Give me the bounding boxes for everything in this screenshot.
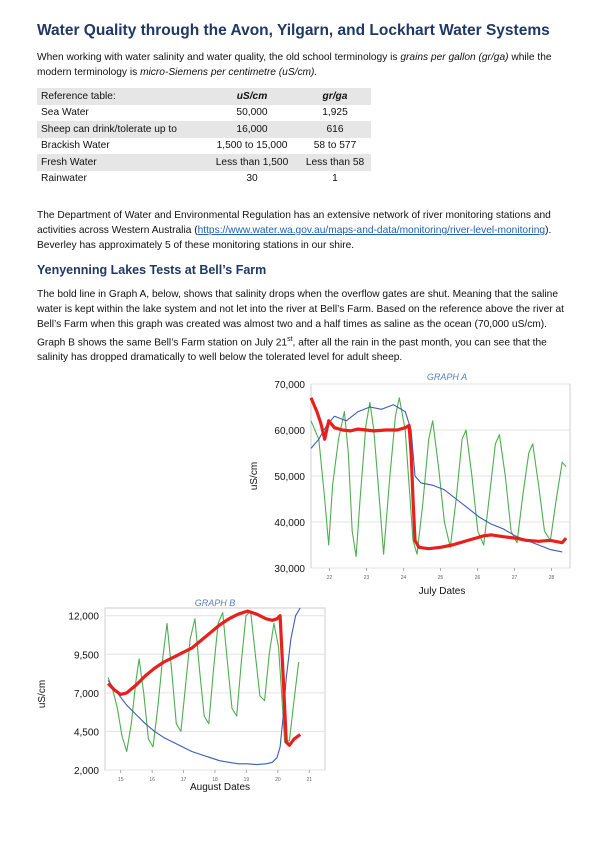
table-cell: Sea Water [41, 107, 89, 119]
document-title: Water Quality through the Avon, Yilgarn, and Lockhart Water Systems [37, 22, 550, 39]
y-tick-label: 4,500 [73, 727, 99, 739]
x-tick-label: 17 [180, 777, 187, 783]
reference-table [37, 88, 371, 187]
section-text-2: , after all the rain in the past month, you can see that the salinity has dropped dramatically to well below the tolerated level for adult sheep. [37, 337, 547, 364]
table-row [37, 105, 371, 122]
x-tick-label: 24 [400, 575, 407, 581]
graph-a-chart [215, 366, 585, 606]
x-tick-label: 23 [363, 575, 370, 581]
table-cell: 16,000 [205, 121, 299, 138]
intro-term-grains: grains per gallon (gr/ga) [400, 52, 509, 63]
table-cell: 616 [299, 121, 371, 138]
header-cell: gr/ga [299, 88, 371, 105]
y-axis-label: uS/cm [249, 461, 260, 491]
intro-term-siemens: micro-Siemens per centimetre (uS/cm). [140, 67, 318, 78]
chart-title: GRAPH B [194, 598, 236, 608]
chart-title: GRAPH A [426, 372, 468, 382]
x-tick-label: 22 [326, 575, 333, 581]
y-axis-label: uS/cm [37, 679, 48, 709]
graph-b-chart [25, 590, 345, 800]
table-row [37, 171, 371, 188]
intro-text: When working with water salinity and water quality, the old school terminology is [37, 52, 401, 63]
y-tick-label: 12,000 [68, 611, 99, 623]
y-tick-label: 70,000 [274, 380, 305, 391]
reference-table-header [37, 88, 371, 105]
table-cell: 1 [332, 173, 338, 185]
monitoring-text-2: ). Beverley has approximately 5 of these monitoring stations in our shire. [37, 225, 552, 251]
intro-paragraph [37, 50, 567, 80]
x-tick-label: 15 [117, 777, 124, 783]
section-text: The bold line in Graph A, below, shows that salinity drops when the overflow gates are shut. Meaning that the saline water is kept within the lake system and not let into the river at Bell’s Farm. Based on the reference above the river at Bell’s Farm when this graph was created was almost two and a half times as saline as the ocean (70,000 uS/cm). Graph B shows the same Bell’s Farm station on July 21 [37, 289, 564, 349]
monitoring-text: The Department of Water and Environmental Regulation has an extensive network of river monitoring stations and activities across Western Australia ( [37, 210, 551, 236]
header-cell: Reference table: [37, 88, 205, 105]
y-tick-label: 9,500 [73, 650, 99, 662]
table-cell: 58 to 577 [313, 140, 357, 152]
table-row [37, 154, 371, 171]
y-tick-label: 2,000 [73, 766, 99, 777]
x-tick-label: 25 [437, 575, 444, 581]
table-cell: Rainwater [41, 173, 87, 185]
y-tick-label: 50,000 [274, 472, 305, 483]
table-cell: 1,925 [322, 107, 348, 119]
section-paragraph [37, 287, 567, 365]
x-axis-label: August Dates [189, 782, 251, 793]
table-cell: 50,000 [236, 107, 268, 119]
table-cell: Less than 58 [299, 154, 371, 171]
monitoring-paragraph [37, 208, 567, 253]
table-cell: 1,500 to 15,000 [216, 140, 288, 152]
header-cell: uS/cm [205, 88, 299, 105]
table-row [37, 121, 371, 138]
x-tick-label: 26 [474, 575, 481, 581]
table-cell: Fresh Water [37, 154, 205, 171]
monitoring-link[interactable]: https://www.water.wa.gov.au/maps-and-data/monitoring/river-level-monitoring [197, 225, 546, 236]
section-heading: Yenyenning Lakes Tests at Bell’s Farm [37, 263, 267, 277]
x-tick-label: 21 [306, 777, 313, 783]
x-tick-label: 27 [511, 575, 518, 581]
table-cell: 30 [246, 173, 258, 185]
x-tick-label: 20 [275, 777, 281, 783]
x-tick-label: 28 [548, 575, 555, 581]
table-cell: Brackish Water [41, 140, 110, 152]
x-tick-label: 19 [243, 777, 250, 783]
table-cell: Less than 1,500 [205, 154, 299, 171]
x-tick-label: 18 [212, 777, 218, 783]
y-tick-label: 30,000 [274, 564, 305, 575]
ordinal-suffix: st [287, 336, 293, 343]
intro-text-2: while the modern terminology is [37, 52, 552, 78]
y-tick-label: 7,000 [73, 688, 99, 700]
table-row [37, 138, 371, 155]
x-tick-label: 16 [149, 777, 155, 783]
y-tick-label: 40,000 [274, 518, 305, 529]
x-axis-label: July Dates [418, 586, 466, 597]
table-cell: Sheep can drink/tolerate up to [37, 121, 205, 138]
y-tick-label: 60,000 [274, 426, 305, 437]
